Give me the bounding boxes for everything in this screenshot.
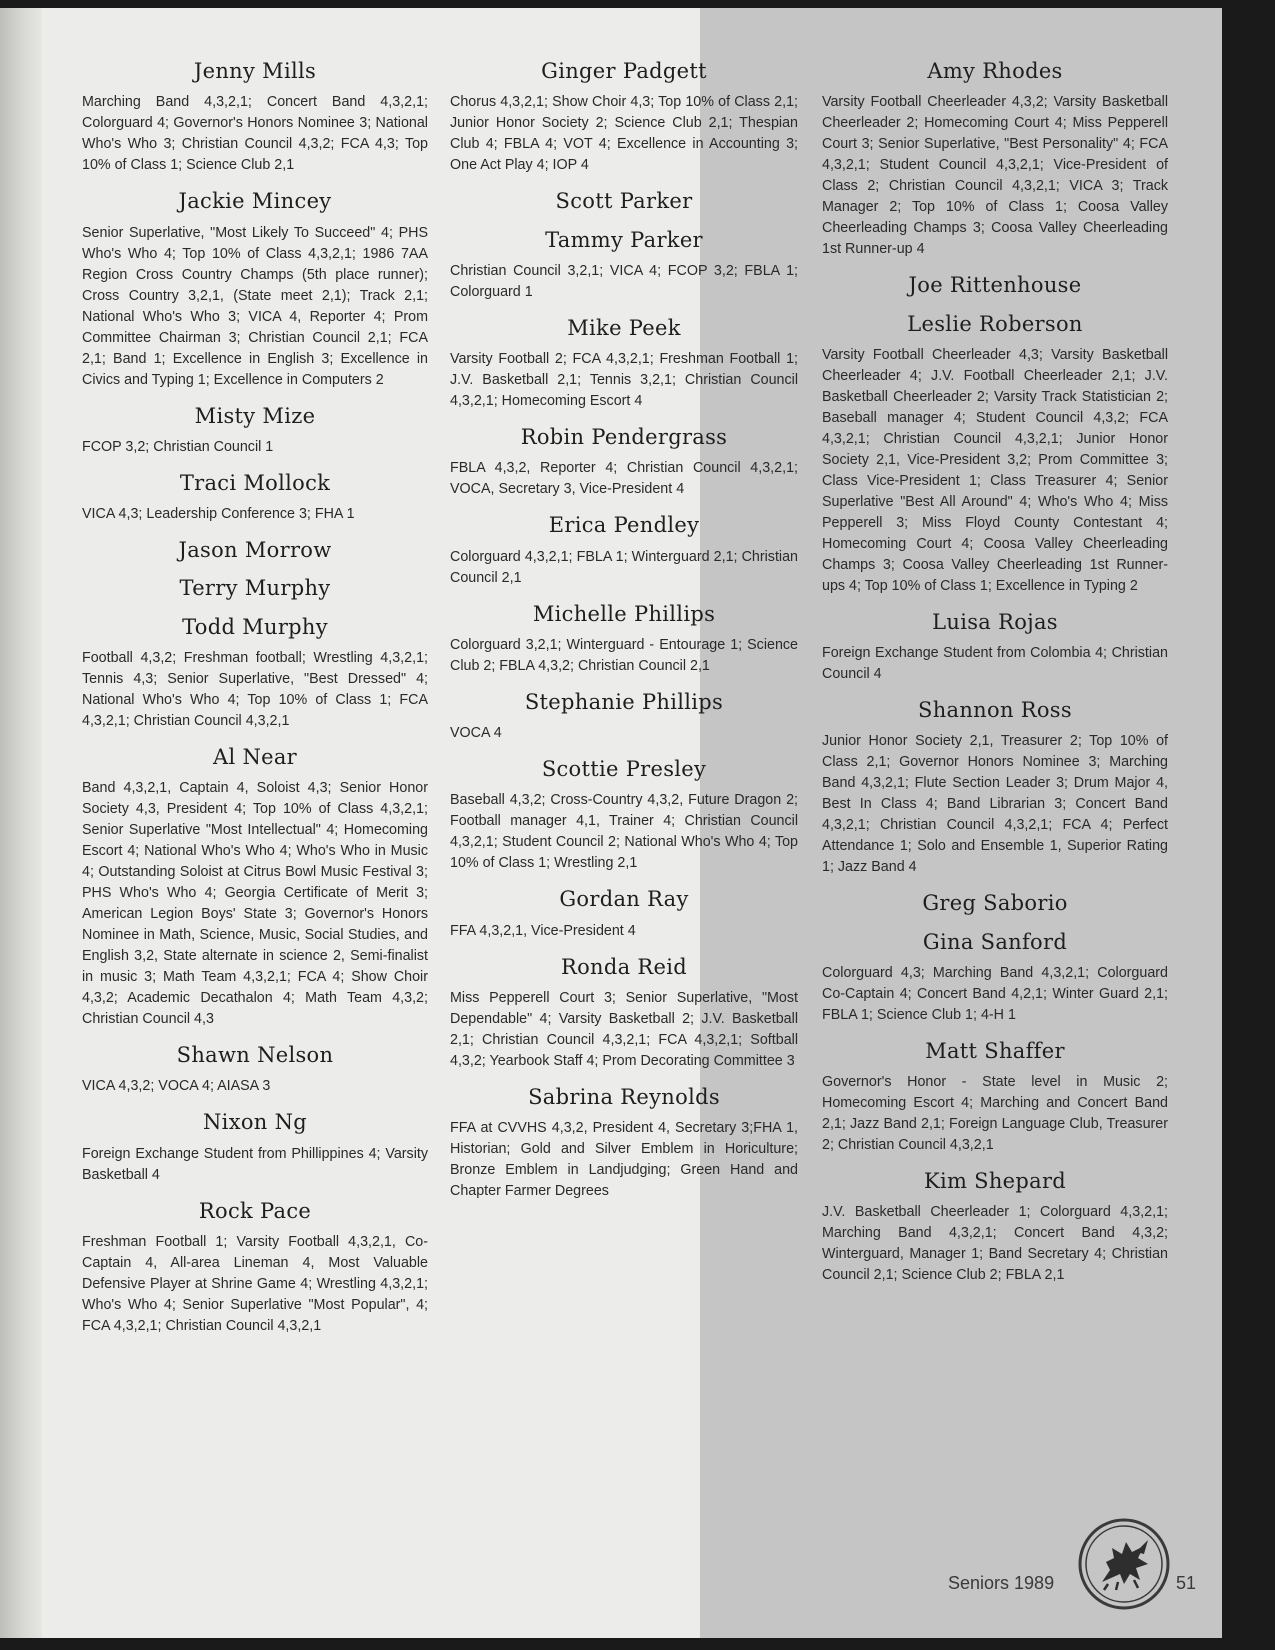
senior-activities: Colorguard 4,3; Marching Band 4,3,2,1; Colorguard Co-Captain 4; Concert Band 4,2,1; Winter Guard 2,1; FBLA 1; Science Club 1; 4-H 1 — [822, 964, 1168, 1023]
senior-name: Erica Pendley — [548, 513, 700, 538]
senior-entry — [822, 609, 1168, 685]
senior-activities: Baseball 4,3,2; Cross-Country 4,3,2, Future Dragon 2; Football manager 4,1, Trainer 4; Christian Council 4,3,2,1; Student Council 2; National Who's Who 4; Top 10% of Class 1; Wrestling 2,1 — [450, 792, 798, 872]
senior-name: Scottie Presley — [541, 757, 707, 781]
senior-activities: Foreign Exchange Student from Phillippines 4; Varsity Basketball 4 — [82, 1145, 428, 1183]
senior-activities: Marching Band 4,3,2,1; Concert Band 4,3,2,1; Colorguard 4; Governor's Honors Nominee 3; National Who's Who 3; Christian Council 4,3,2; FCA 4,3; Top 10% of Class 1; Science Club 2,1 — [82, 94, 428, 174]
senior-activities: Christian Council 3,2,1; VICA 4; FCOP 3,2; FBLA 1; Colorguard 1 — [450, 262, 798, 300]
senior-name: Kim Shepard — [923, 1169, 1067, 1193]
senior-name: Misty Mize — [194, 403, 316, 428]
senior-entry — [822, 1168, 1168, 1286]
column-1 — [82, 58, 428, 1349]
binding-gutter — [0, 8, 42, 1638]
senior-entry — [82, 188, 428, 390]
senior-name: Shannon Ross — [918, 698, 1072, 722]
griffin-emblem-icon — [1078, 1518, 1170, 1610]
senior-entry — [822, 890, 1168, 916]
senior-entry — [450, 58, 798, 176]
senior-activities: Governor's Honor - State level in Music 2; Homecoming Escort 4; Marching and Concert Band 2,1; Jazz Band 2,1; Foreign Language Club, Treasurer 2; Christian Council 4,3,2,1 — [822, 1074, 1168, 1153]
senior-name: Ginger Padgett — [541, 59, 707, 83]
senior-name: Nixon Ng — [203, 1110, 307, 1135]
senior-name: Mike Peek — [567, 315, 681, 340]
senior-name: Traci Mollock — [179, 470, 331, 495]
senior-activities: Varsity Football Cheerleader 4,3; Varsity Basketball Cheerleader 4; J.V. Football Cheerleader 2,1; J.V. Basketball Cheerleader 2; Varsity Track Statistician 2; Baseball manager 4; Student Council 4,3,2; FCA 4,3,2,1; Christian Council 4,3,2,1; Junior Honor Society 2,1, Vice-President 3,2; Prom Committee 3; Class Vice-President 1; Class Treasurer 4; Senior Superlative "Best All Around" 4; Who's Who 4; Miss Pepperell 3; Miss Floyd County Contestant 4; Homecoming Court 4; Coosa Valley Cheerleading Champs 3; Coosa Valley Cheerleading 1st Runner-ups 4; Top 10% of Class 1; Excellence in Typing 2 — [822, 346, 1168, 594]
senior-entry — [450, 424, 798, 500]
senior-entry — [82, 575, 428, 601]
senior-activities: FFA 4,3,2,1, Vice-President 4 — [450, 922, 636, 939]
senior-activities: Foreign Exchange Student from Colombia 4; Christian Council 4 — [822, 645, 1168, 682]
senior-name: Shawn Nelson — [176, 1043, 334, 1067]
senior-entry — [450, 886, 798, 941]
page-number: 51 — [1176, 1573, 1197, 1593]
senior-name: Sabrina Reynolds — [528, 1084, 720, 1109]
senior-name: Gina Sanford — [922, 929, 1068, 954]
senior-name: Rock Pace — [198, 1198, 312, 1223]
column-2 — [450, 58, 798, 1214]
senior-name: Jenny Mills — [193, 59, 317, 83]
senior-entry — [450, 954, 798, 1072]
senior-entry — [450, 601, 798, 677]
yearbook-page — [0, 8, 1222, 1638]
senior-name: Michelle Phillips — [532, 601, 716, 626]
senior-entry — [82, 744, 428, 1030]
senior-name: Tammy Parker — [545, 227, 703, 252]
senior-activities: Chorus 4,3,2,1; Show Choir 4,3; Top 10% of Class 2,1; Junior Honor Society 2; Science Club 2,1; Thespian Club 4; FBLA 4; VOT 4; Excellence in Accounting 3; One Act Play 4; IOP 4 — [450, 94, 798, 174]
senior-name: Terry Murphy — [179, 576, 331, 601]
senior-activities: Football 4,3,2; Freshman football; Wrestling 4,3,2,1; Tennis 4,3; Senior Superlative, "Best Dressed" 4; National Who's Who 4; Top 10% of Class 1; FCA 4,3,2,1; Christian Council 4,3,2,1 — [82, 649, 428, 729]
senior-name: Scott Parker — [555, 189, 693, 214]
senior-entry — [822, 311, 1168, 597]
senior-name: Greg Saborio — [922, 891, 1068, 916]
senior-name: Gordan Ray — [559, 887, 689, 912]
senior-name: Robin Pendergrass — [520, 425, 728, 449]
senior-name: Leslie Roberson — [907, 311, 1083, 336]
senior-activities: Varsity Football Cheerleader 4,3,2; Varsity Basketball Cheerleader 2; Homecoming Court 4; Miss Pepperell Court 3; Senior Superlative, "Best Personality" 4; FCA 4,3,2,1; Student Council 4,3,2,1; Vice-President of Class 2; Christian Council 4,3,2,1; VICA 3; Track Manager 2; Top 10% of Class 1; Coosa Valley Cheerleading Champs 3; Coosa Valley Cheerleading 1st Runner-up 4 — [822, 94, 1168, 258]
senior-name: Jason Morrow — [178, 538, 332, 562]
senior-entry — [450, 512, 798, 588]
senior-activities: FCOP 3,2; Christian Council 1 — [82, 438, 274, 455]
senior-entry — [82, 403, 428, 458]
senior-entry — [82, 1109, 428, 1185]
senior-entry — [822, 697, 1168, 878]
footer-section-label: Seniors 1989 — [948, 1573, 1055, 1593]
senior-entry — [82, 537, 428, 563]
senior-activities: Band 4,3,2,1, Captain 4, Soloist 4,3; Senior Honor Society 4,3, President 4; Top 10% of Class 4,3,2,1; Senior Superlative "Most Intellectual" 4; Homecoming Escort 4; National Who's Who 4; Who's Who in Music 4; Outstanding Soloist at Citrus Bowl Music Festival 3; PHS Who's Who 4; Georgia Certificate of Merit 3; American Legion Boys' State 3; Governor's Honors Nominee in Math, Science, Music, Social Studies, and English 3,2, State alternate in science 2, Semi-finalist in music 3; Math Team 4,3,2,1; FCA 4; Show Choir 4,3,2; Academic Decathalon 4; Math Team 4,3,2; Christian Council 4,3 — [82, 780, 428, 1027]
senior-activities: Junior Honor Society 2,1, Treasurer 2; Top 10% of Class 2,1; Governor Honors Nominee 3; Marching Band 4,3,2,1; Flute Section Leader 3; Drum Major 4, Best In Class 4; Band Librarian 3; Concert Band 4,3,2,1; Christian Council 4,3,2,1; FCA 4; Perfect Attendance 1; Solo and Ensemble 1, Superior Rating 1; Jazz Band 4 — [822, 733, 1168, 876]
senior-entry — [450, 1084, 798, 1202]
senior-name: Amy Rhodes — [927, 59, 1063, 83]
senior-activities: Miss Pepperell Court 3; Senior Superlative, "Most Dependable" 4; Varsity Basketball 2; J.V. Basketball 2,1; Christian Council 4,3,2,1; FCA 4,3,2,1; Softball 4,3,2; Yearbook Staff 4; Prom Decorating Committee 3 — [450, 989, 798, 1069]
senior-activities: J.V. Basketball Cheerleader 1; Colorguard 4,3,2,1; Marching Band 4,3,2,1; Concert Band 4,3,2; Winterguard, Manager 1; Band Secretary 4; Christian Council 2,1; Science Club 2; FBLA 2,1 — [822, 1204, 1168, 1284]
senior-activities: Senior Superlative, "Most Likely To Succeed" 4; PHS Who's Who 4; Top 10% of Class 4,3,2,1; 1986 7AA Region Cross Country Champs (5th place runner); Cross Country 3,2,1, (State meet 2,1); Track 2,1; National Who's Who 3; VICA 4, Reporter 4; Prom Committee Chairman 3; Christian Council 2,1; FCA 2,1; Band 1; Excellence in English 3; Excellence in Civics and Typing 1; Excellence in Computers 2 — [82, 224, 428, 388]
senior-entry — [450, 756, 798, 874]
senior-entry — [82, 614, 428, 732]
senior-entry — [822, 1038, 1168, 1156]
senior-entry — [82, 1198, 428, 1337]
senior-entry — [450, 315, 798, 412]
column-3 — [822, 58, 1168, 1298]
senior-activities: FFA at CVVHS 4,3,2, President 4, Secretary 3;FHA 1, Historian; Gold and Silver Emblem in Horiculture; Bronze Emblem in Landjudging; Green Hand and Chapter Farmer Degrees — [450, 1120, 798, 1199]
senior-entry — [822, 929, 1168, 1026]
senior-activities: Colorguard 4,3,2,1; FBLA 1; Winterguard 2,1; Christian Council 2,1 — [450, 548, 798, 586]
senior-entry — [450, 689, 798, 744]
senior-entry — [82, 1042, 428, 1097]
senior-name: Joe Rittenhouse — [908, 273, 1082, 298]
senior-activities: Varsity Football 2; FCA 4,3,2,1; Freshman Football 1; J.V. Basketball 2,1; Tennis 3,2,1; Christian Council 4,3,2,1; Homecoming Escort 4 — [450, 351, 798, 409]
senior-name: Jackie Mincey — [178, 189, 332, 214]
senior-activities: Colorguard 3,2,1; Winterguard - Entourage 1; Science Club 2; FBLA 4,3,2; Christian Council 2,1 — [450, 636, 798, 674]
senior-name: Matt Shaffer — [925, 1038, 1065, 1063]
senior-name: Todd Murphy — [182, 614, 328, 639]
senior-activities: FBLA 4,3,2, Reporter 4; Christian Council 4,3,2,1; VOCA, Secretary 3, Vice-President 4 — [450, 460, 798, 498]
senior-entry — [450, 227, 798, 303]
senior-name: Luisa Rojas — [932, 609, 1058, 634]
senior-activities: VICA 4,3,2; VOCA 4; AIASA 3 — [82, 1078, 271, 1095]
senior-activities: VICA 4,3; Leadership Conference 3; FHA 1 — [82, 506, 355, 522]
senior-entry — [82, 470, 428, 525]
senior-entry — [450, 188, 798, 214]
senior-entry — [822, 272, 1168, 298]
senior-entry — [822, 58, 1168, 260]
senior-activities: VOCA 4 — [450, 725, 502, 741]
senior-name: Stephanie Phillips — [524, 689, 724, 714]
senior-name: Al Near — [212, 744, 298, 769]
senior-entry — [82, 58, 428, 176]
senior-activities: Freshman Football 1; Varsity Football 4,3,2,1, Co-Captain 4, All-area Lineman 4, Most Valuable Defensive Player at Shrine Game 4; Wrestling 4,3,2,1; Who's Who 4; Senior Superlative "Most Popular", 4; FCA 4,3,2,1; Christian Council 4,3,2,1 — [82, 1233, 428, 1334]
senior-name: Ronda Reid — [560, 954, 688, 979]
